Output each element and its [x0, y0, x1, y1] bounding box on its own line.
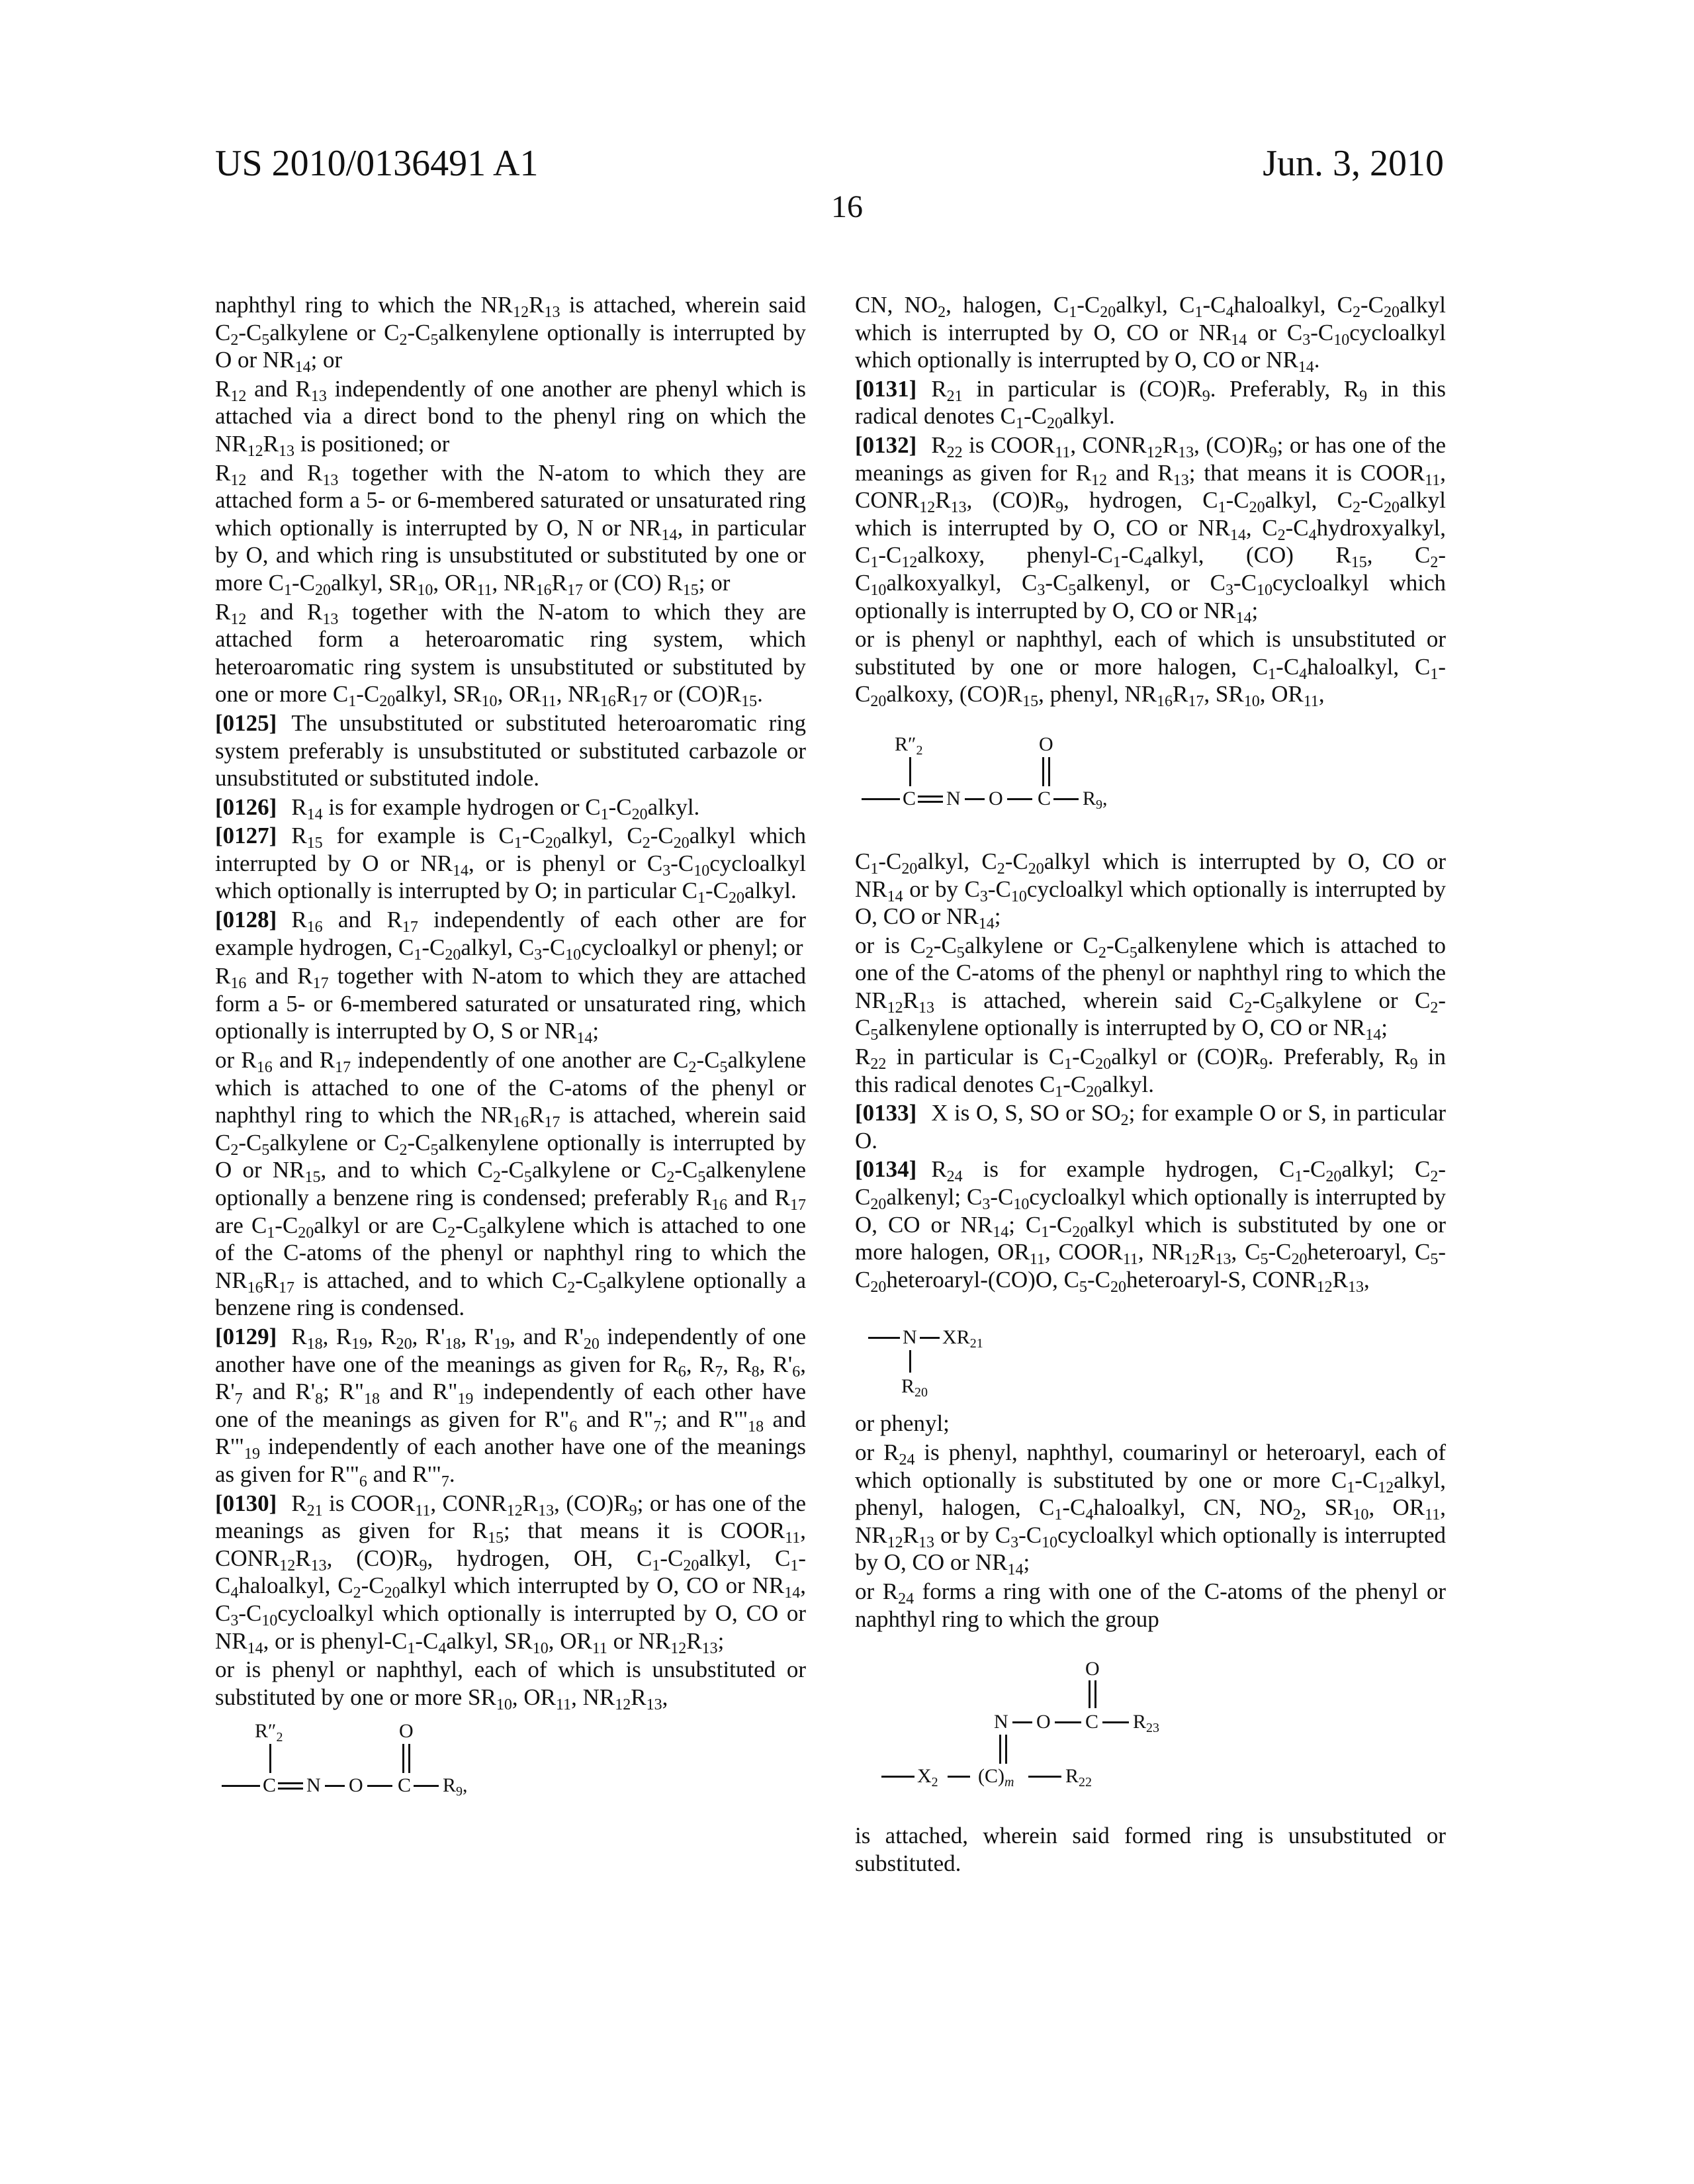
- struct-label: C: [903, 789, 916, 809]
- paragraph-number: [0132]: [855, 432, 916, 458]
- struct-label: C: [398, 1776, 411, 1796]
- paragraph-number: [0125]: [215, 710, 277, 736]
- struct-label: R″2: [255, 1721, 283, 1741]
- page-number: 16: [0, 189, 1694, 225]
- paragraph-text: R21 is COOR11, CONR12R13, (CO)R9; or has one of the meanings as given for R15; that means it is COOR11, CONR12R13, (CO)R9, hydrogen, OH, C1-C20alkyl, C1-C4haloalkyl, C2-C20alkyl which interrupted by O, CO or NR14, C3-C10cycloalkyl which optionally is interrupted by O, CO or NR14, or is phenyl-C1-C4alkyl, SR10, OR11 or NR12R13;: [215, 1490, 806, 1654]
- paragraph-number: [0134]: [855, 1156, 916, 1182]
- paragraph-group: [855, 848, 1446, 1294]
- paragraph-text: The unsubstituted or substituted heteroaromatic ring system preferably is unsubstituted or substituted carbazole or unsubstituted or substituted indole.: [215, 710, 806, 791]
- struct-label: XR21: [942, 1328, 983, 1347]
- paragraph: [215, 962, 806, 1045]
- paragraph-text: R14 is for example hydrogen or C1-C20alkyl.: [291, 794, 699, 820]
- paragraph-number: [0128]: [215, 907, 277, 933]
- paragraph-number: [0133]: [855, 1100, 916, 1126]
- paragraph-group: [855, 1822, 1446, 1877]
- paragraph: [215, 459, 806, 597]
- numbered-paragraph: [215, 822, 806, 905]
- amine-structure: [855, 1306, 1446, 1406]
- paragraph-text: or phenyl;: [855, 1410, 950, 1436]
- paragraph: [855, 1822, 1446, 1877]
- right-column: [855, 291, 1446, 1878]
- struct-label: R22: [1065, 1766, 1092, 1786]
- paragraph: [215, 1046, 806, 1322]
- paragraph-text: naphthyl ring to which the NR12R13 is attached, wherein said C2-C5alkylene or C2-C5alkenylene optionally is interrupted by O or NR14; or: [215, 292, 806, 373]
- numbered-paragraph: [215, 794, 806, 821]
- paragraph-text: R12 and R13 independently of one another are phenyl which is attached via a direct bond to the phenyl ring on which the NR12R13 is positioned; or: [215, 376, 806, 457]
- paragraph-text: R22 in particular is C1-C20alkyl or (CO)R9. Preferably, R9 in this radical denotes C1-C20alkyl.: [855, 1044, 1446, 1097]
- paragraph-text: R15 for example is C1-C20alkyl, C2-C20alkyl which interrupted by O or NR14, or is phenyl or C3-C10cycloalkyl which optionally is interrupted by O; in particular C1-C20alkyl.: [215, 823, 806, 903]
- numbered-paragraph: [855, 432, 1446, 624]
- struct-label: R20: [901, 1377, 928, 1396]
- paragraph-text: or is C2-C5alkylene or C2-C5alkenylene which is attached to one of the C-atoms of the phenyl or naphthyl ring to which the NR12R13 is attached, wherein said C2-C5alkylene or C2-C5alkenylene optionally is interrupted by O, CO or NR14;: [855, 933, 1446, 1041]
- struct-label: N: [994, 1712, 1008, 1732]
- paragraph-text: R16 and R17 together with N-atom to which they are attached form a 5- or 6-membered saturated or unsaturated ring, which optionally is interrupted by O, S or NR14;: [215, 963, 806, 1044]
- paragraph: [855, 848, 1446, 931]
- struct-label: N: [903, 1328, 917, 1347]
- paragraph: [855, 625, 1446, 708]
- numbered-paragraph: [855, 375, 1446, 430]
- struct-label: O: [1039, 735, 1053, 754]
- paragraph-text: or is phenyl or naphthyl, each of which is unsubstituted or substituted by one or more SR10, OR11, NR12R13,: [215, 1657, 806, 1710]
- struct-label: N: [946, 789, 961, 809]
- paragraph-text: C1-C20alkyl, C2-C20alkyl which is interrupted by O, CO or NR14 or by C3-C10cycloalkyl which optionally is interrupted by O, CO or NR14;: [855, 848, 1446, 929]
- paragraph-group: [855, 291, 1446, 708]
- oxime-ring-group-structure: [855, 1653, 1446, 1818]
- numbered-paragraph: [215, 906, 806, 961]
- struct-label: O: [1085, 1659, 1100, 1679]
- paragraph: [855, 1578, 1446, 1633]
- struct-label: O: [989, 789, 1003, 809]
- struct-label: R23: [1133, 1712, 1159, 1732]
- paragraph-number: [0126]: [215, 794, 277, 820]
- struct-label: (C)m: [978, 1766, 1014, 1786]
- paragraph-group: [855, 1410, 1446, 1633]
- paragraph-text: R18, R19, R20, R'18, R'19, and R'20 independently of one another have one of the meanings as given for R6, R7, R8, R'6, R'7 and R'8; R"18 and R"19 independently of each other have one of the meanings as given for R"6 and R"7; and R'"18 and R'"19 independently of each another have one of the meanings as given for R'"6 and R'"7.: [215, 1324, 806, 1487]
- publication-date: Jun. 3, 2010: [1263, 142, 1444, 185]
- paragraph-text: R21 in particular is (CO)R9. Preferably, R9 in this radical denotes C1-C20alkyl.: [855, 376, 1446, 430]
- paragraph-text: CN, NO2, halogen, C1-C20alkyl, C1-C4haloalkyl, C2-C20alkyl which is interrupted by O, CO or NR14 or C3-C10cycloalkyl which optionally is interrupted by O, CO or NR14.: [855, 292, 1446, 373]
- struct-label: X2: [917, 1766, 938, 1786]
- paragraph-text: or is phenyl or naphthyl, each of which is unsubstituted or substituted by one or more halogen, C1-C4haloalkyl, C1-C20alkoxy, (CO)R15, phenyl, NR16R17, SR10, OR11,: [855, 626, 1446, 707]
- paragraph-number: [0129]: [215, 1324, 277, 1349]
- numbered-paragraph: [855, 1099, 1446, 1154]
- struct-label: C: [1085, 1712, 1098, 1732]
- struct-label: N: [306, 1776, 321, 1796]
- struct-label: O: [349, 1776, 363, 1796]
- numbered-paragraph: [215, 1323, 806, 1488]
- paragraph: [215, 291, 806, 374]
- publication-number: US 2010/0136491 A1: [215, 142, 539, 185]
- struct-label: R″2: [895, 735, 923, 754]
- paragraph-text: X is O, S, SO or SO2; for example O or S, in particular O.: [855, 1100, 1446, 1154]
- paragraph-number: [0127]: [215, 823, 277, 848]
- paragraph: [855, 1410, 1446, 1437]
- paragraph-text: or R16 and R17 independently of one another are C2-C5alkylene which is attached to one of the C-atoms of the phenyl or naphthyl ring to which the NR16R17 is attached, wherein said C2-C5alkylene or C2-C5alkenylene optionally is interrupted by O or NR15, and to which C2-C5alkylene or C2-C5alkenylene optionally a benzene ring is condensed; preferably R16 and R17 are C1-C20alkyl or are C2-C5alkylene which is attached to one of the C-atoms of the phenyl or naphthyl ring to which the NR16R17 is attached, and to which C2-C5alkylene optionally a benzene ring is condensed.: [215, 1047, 806, 1320]
- paragraph-number: [0131]: [855, 376, 916, 402]
- paragraph: [215, 598, 806, 708]
- paragraph-group: [215, 291, 806, 1711]
- numbered-paragraph: [215, 709, 806, 792]
- oxime-ester-structure: [215, 1715, 806, 1814]
- paragraph-text: R24 is for example hydrogen, C1-C20alkyl; C2-C20alkenyl; C3-C10cycloalkyl which optionally is interrupted by O, CO or NR14; C1-C20alkyl which is substituted by one or more halogen, OR11, COOR11, NR12R13, C5-C20heteroaryl, C5-C20heteroaryl-(CO)O, C5-C20heteroaryl-S, CONR12R13,: [855, 1156, 1446, 1292]
- oxime-ester-structure: [855, 728, 1446, 844]
- paragraph: [855, 1439, 1446, 1576]
- numbered-paragraph: [855, 1156, 1446, 1293]
- paragraph-text: R12 and R13 together with the N-atom to which they are attached form a heteroaromatic ring system, which heteroaromatic ring system is unsubstituted or substituted by one or more C1-C20alkyl, SR10, OR11, NR16R17 or (CO)R15.: [215, 599, 806, 707]
- struct-label: R9,: [1083, 789, 1108, 809]
- struct-label: O: [399, 1721, 414, 1741]
- paragraph-number: [0130]: [215, 1490, 277, 1516]
- struct-label: C: [1038, 789, 1051, 809]
- paragraph-text: R16 and R17 independently of each other are for example hydrogen, C1-C20alkyl, C3-C10cycloalkyl or phenyl; or: [215, 907, 806, 960]
- paragraph: [855, 291, 1446, 374]
- struct-label: O: [1036, 1712, 1051, 1732]
- struct-label: R9,: [443, 1776, 468, 1796]
- paragraph-text: R12 and R13 together with the N-atom to which they are attached form a 5- or 6-membered saturated or unsaturated ring which optionally is interrupted by O, N or NR14, in particular by O, and which ring is unsubstituted or substituted by one or more C1-C20alkyl, SR10, OR11, NR16R17 or (CO) R15; or: [215, 460, 806, 596]
- paragraph-text: R22 is COOR11, CONR12R13, (CO)R9; or has one of the meanings as given for R12 and R13; that means it is COOR11, CONR12R13, (CO)R9, hydrogen, C1-C20alkyl, C2-C20alkyl which is interrupted by O, CO or NR14, C2-C4hydroxyalkyl, C1-C12alkoxy, phenyl-C1-C4alkyl, (CO) R15, C2-C10alkoxyalkyl, C3-C5alkenyl, or C3-C10cycloalkyl which optionally is interrupted by O, CO or NR14;: [855, 432, 1446, 623]
- paragraph: [855, 932, 1446, 1042]
- paragraph-text: or R24 is phenyl, naphthyl, coumarinyl or heteroaryl, each of which optionally is substituted by one or more C1-C12alkyl, phenyl, halogen, C1-C4haloalkyl, CN, NO2, SR10, OR11, NR12R13 or by C3-C10cycloalkyl which optionally is interrupted by O, CO or NR14;: [855, 1439, 1446, 1575]
- struct-label: C: [263, 1776, 276, 1796]
- paragraph: [215, 1656, 806, 1711]
- paragraph: [855, 1043, 1446, 1098]
- paragraph-text: is attached, wherein said formed ring is unsubstituted or substituted.: [855, 1823, 1446, 1876]
- numbered-paragraph: [215, 1490, 806, 1655]
- left-column: [215, 291, 806, 1818]
- paragraph-text: or R24 forms a ring with one of the C-atoms of the phenyl or naphthyl ring to which the group: [855, 1578, 1446, 1632]
- paragraph: [215, 375, 806, 458]
